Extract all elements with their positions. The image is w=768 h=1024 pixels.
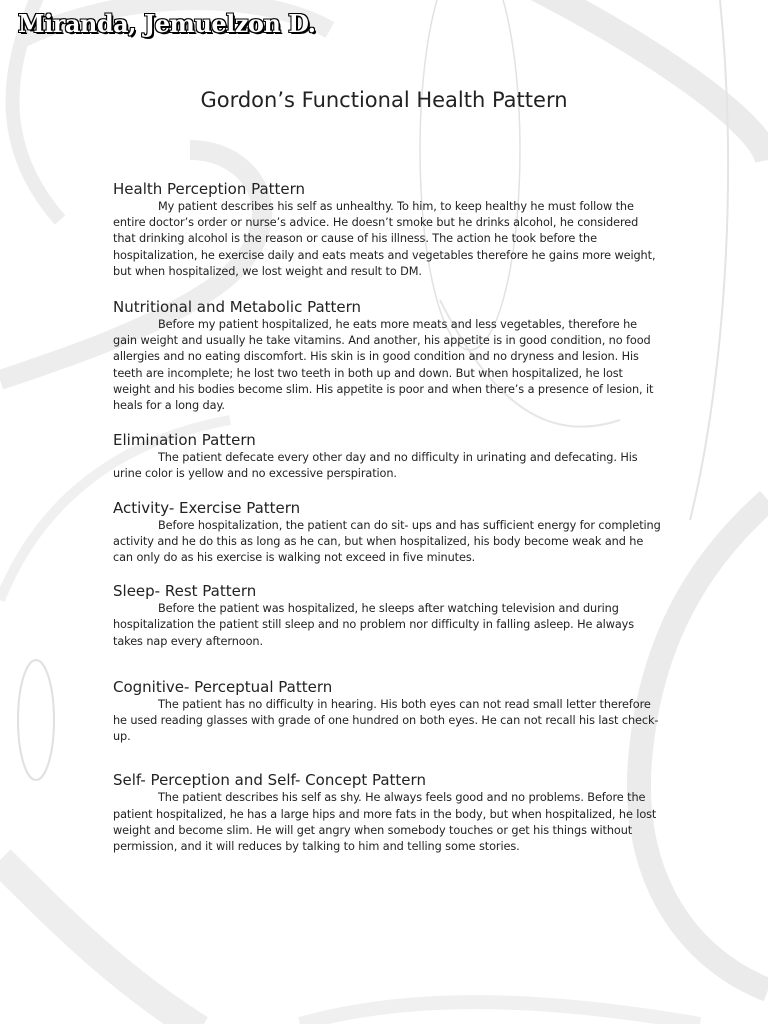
section-activity-exercise bbox=[113, 499, 663, 567]
section-heading: Activity- Exercise Pattern bbox=[113, 498, 301, 517]
section-paragraph: My patient describes his self as unhealthy. To him, to keep healthy he must follow the entire doctor’s order or nurse’s advice. He doesn’t smoke but he drinks alcohol, he considered that drinking alcohol is the reason or cause of his illness. The action he took before the hospitalization, he exercise daily and eats meats and vegetables therefore he gains more weight, but when hospitalized, we lost weight and result to DM. bbox=[113, 200, 656, 278]
section-paragraph: The patient describes his self as shy. He always feels good and no problems. Before the patient hospitalized, he has a large hips and more fats in the body, but when hospitalized, he lost weight and become slim. He will get angry when somebody touches or get his things without permission, and it will reduces by talking to him and telling some stories. bbox=[113, 791, 657, 854]
section-paragraph: The patient has no difficulty in hearing. His both eyes can not read small letter therefore he used reading glasses with grade of one hundred on both eyes. He can not recall his last check- up. bbox=[113, 697, 659, 744]
author-name: Miranda, Jemuelzon D. bbox=[18, 9, 316, 38]
document-body bbox=[113, 180, 663, 855]
section-heading: Self- Perception and Self- Concept Pattern bbox=[113, 771, 426, 790]
section-health-perception bbox=[113, 180, 663, 280]
section-paragraph: Before the patient was hospitalized, he sleeps after watching television and during hospitalization the patient still sleep and no problem nor difficulty in falling asleep. He always takes nap every afternoon. bbox=[113, 602, 635, 648]
section-nutritional-metabolic bbox=[113, 298, 663, 414]
section-cognitive-perceptual bbox=[113, 678, 663, 746]
section-paragraph: Before hospitalization, the patient can do sit- ups and has sufficient energy for completing activity and he do this as long as he can, but when hospitalized, his body become weak and he can only do as his exercise is walking not exceed in five minutes. bbox=[113, 518, 661, 565]
section-paragraph: The patient defecate every other day and no difficulty in urinating and defecating. His urine color is yellow and no excessive perspiration. bbox=[113, 451, 638, 481]
section-heading: Health Perception Pattern bbox=[113, 180, 306, 198]
section-elimination bbox=[113, 431, 663, 482]
section-self-perception bbox=[113, 771, 663, 855]
section-sleep-rest bbox=[113, 582, 663, 650]
section-heading: Sleep- Rest Pattern bbox=[113, 582, 257, 601]
section-paragraph: Before my patient hospitalized, he eats more meats and less vegetables, therefore he gain weight and usually he take vitamins. And another, his appetite is in good condition, no food allergies and no eating discomfort. His skin is in good condition and no dryness and lesion. His teeth are incomplete; he lost two teeth in both up and down. But when hospitalized, he lost weight and his bodies become slim. His appetite is poor and when there’s a presence of lesion, it heals for a long day. bbox=[113, 318, 654, 413]
section-heading: Cognitive- Perceptual Pattern bbox=[113, 677, 333, 696]
document-title: Gordon’s Functional Health Pattern bbox=[200, 88, 568, 112]
section-heading: Nutritional and Metabolic Pattern bbox=[113, 298, 362, 317]
section-heading: Elimination Pattern bbox=[113, 431, 256, 450]
